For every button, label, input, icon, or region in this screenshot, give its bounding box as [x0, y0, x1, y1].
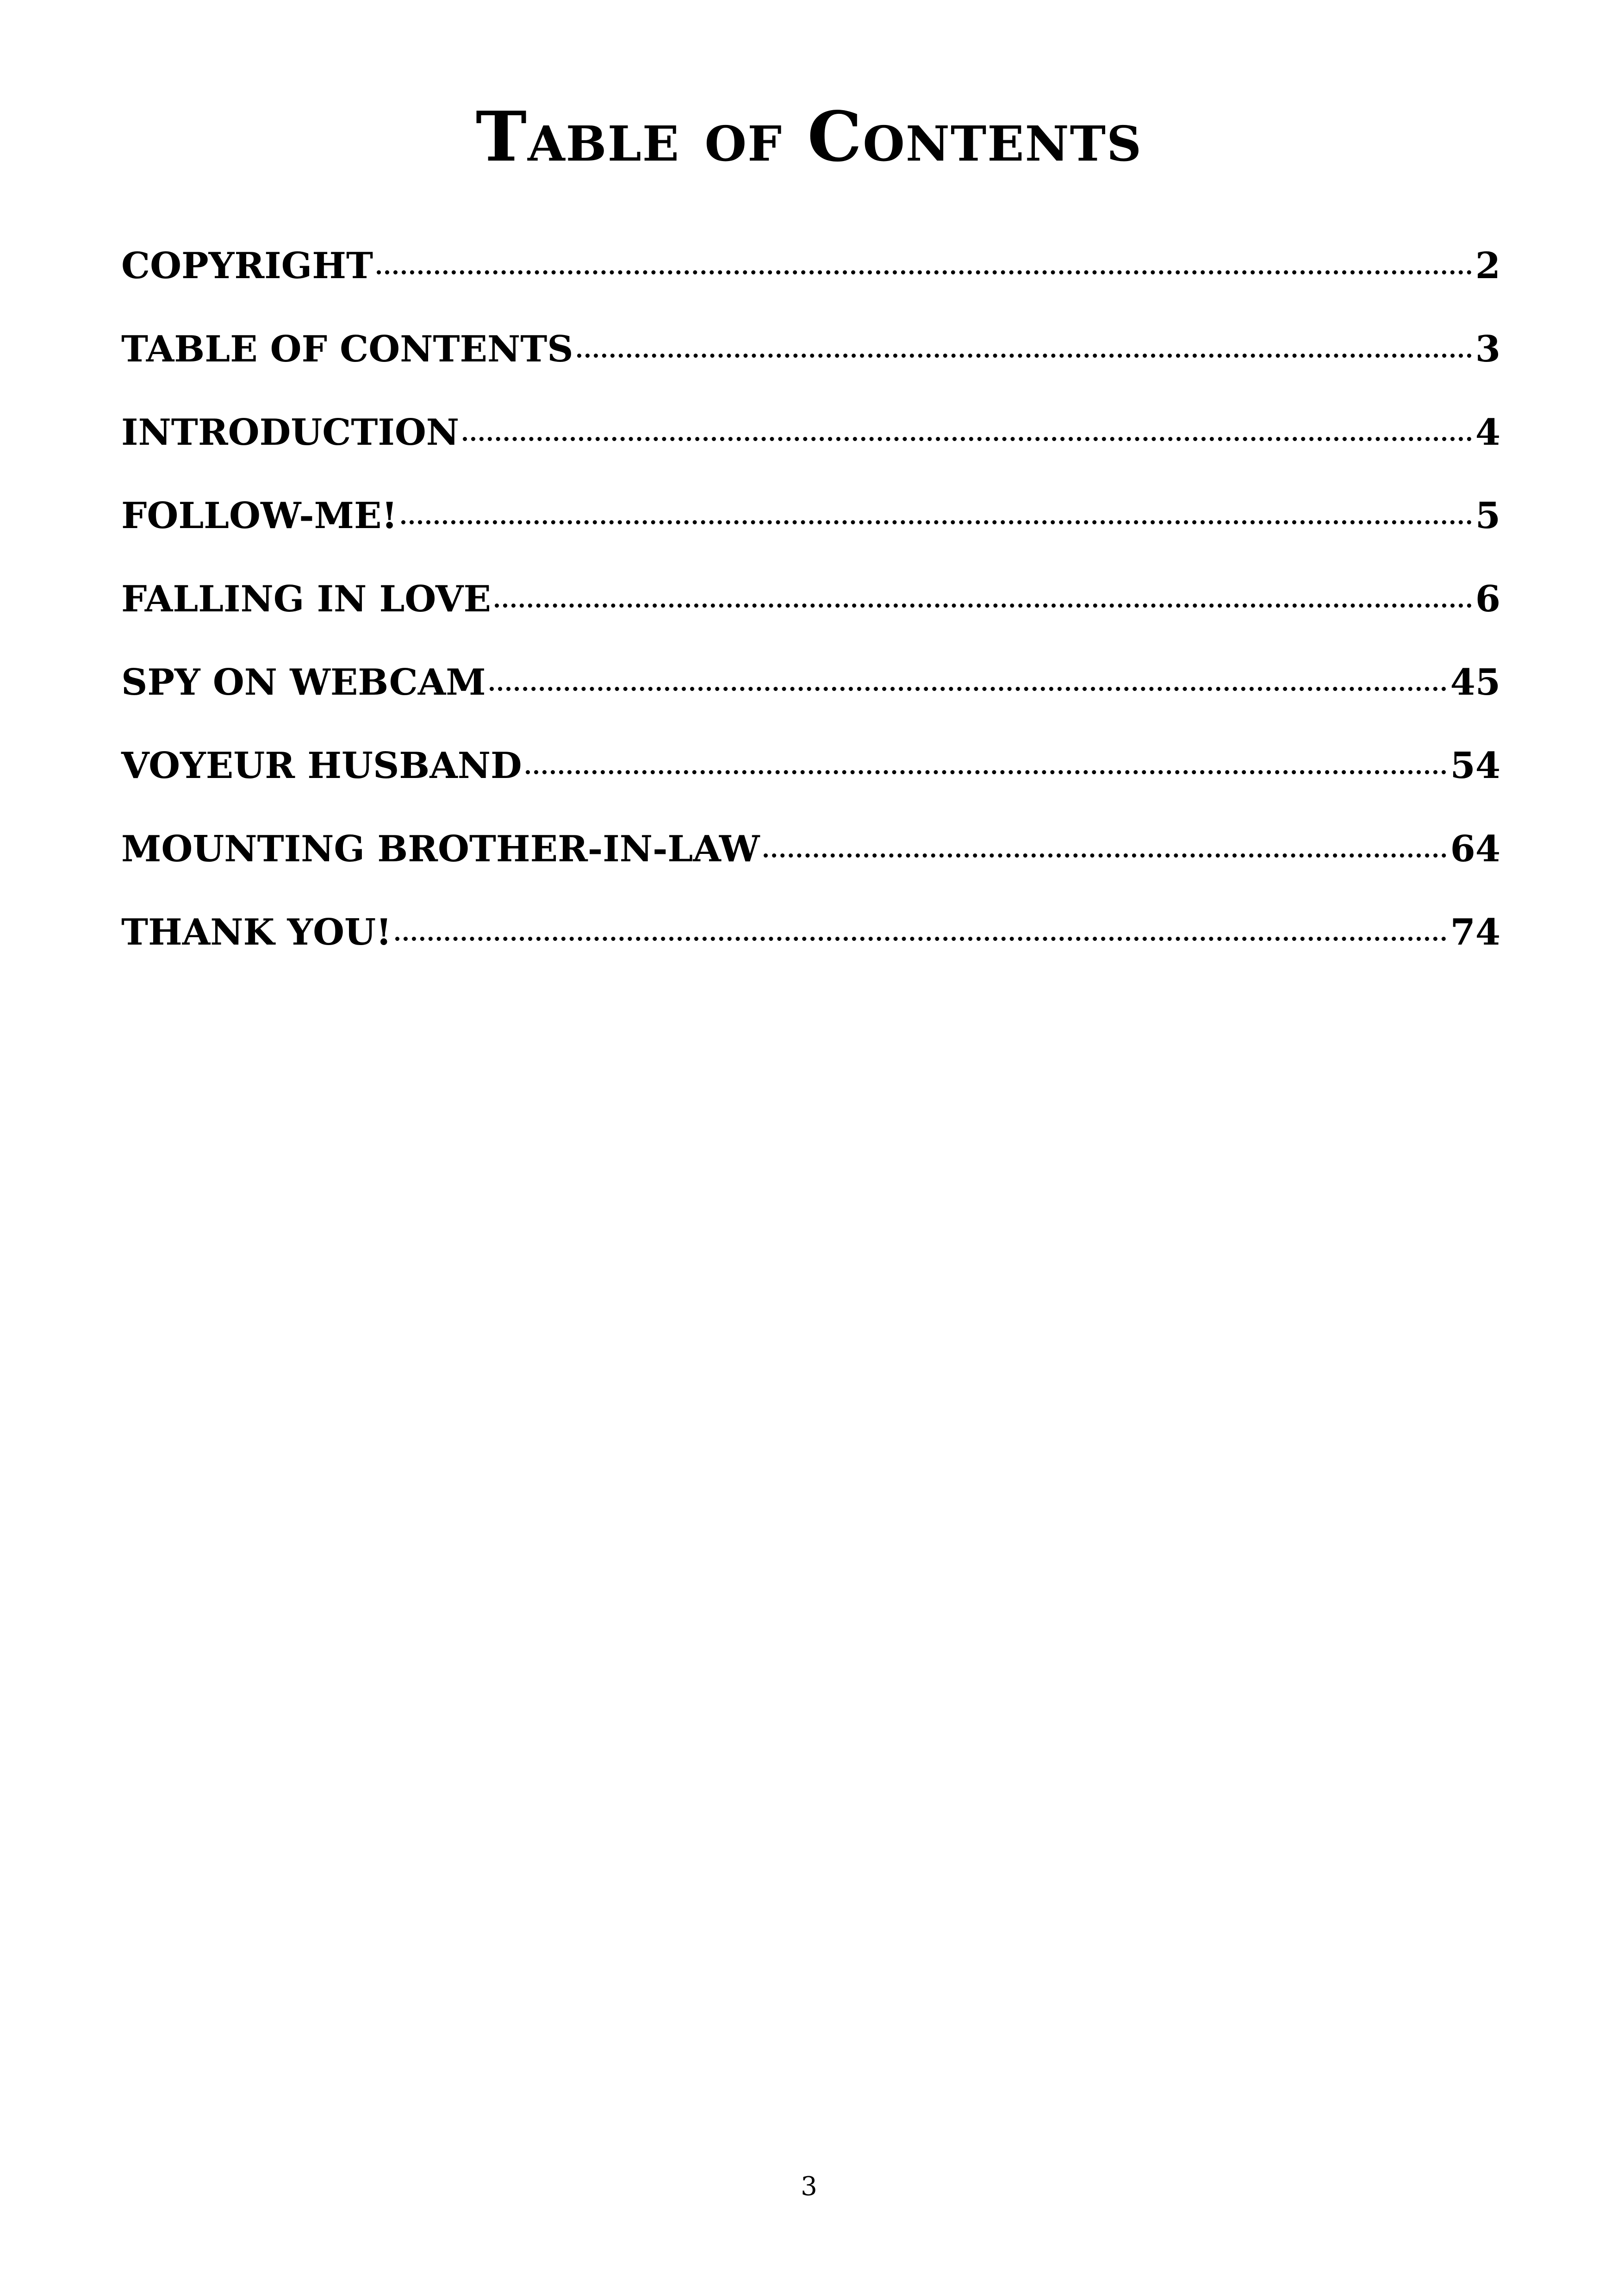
toc-dot-leader	[401, 520, 1472, 524]
toc-entry-page: 64	[1450, 828, 1500, 870]
toc-entry-page: 6	[1475, 578, 1500, 620]
toc-entry-page: 5	[1475, 495, 1500, 537]
toc-entry-introduction[interactable]	[121, 407, 1500, 491]
table-of-contents	[121, 241, 1500, 990]
toc-entry-label: TABLE OF CONTENTS	[121, 328, 573, 370]
toc-dot-leader	[490, 687, 1447, 691]
toc-entry-mounting-brother-in-law[interactable]	[121, 824, 1500, 907]
page-title: Table of Contents	[475, 96, 1143, 177]
toc-entry-page: 54	[1450, 745, 1500, 787]
toc-entry-table-of-contents[interactable]	[121, 324, 1500, 407]
toc-entry-label: COPYRIGHT	[121, 245, 373, 287]
toc-entry-page: 4	[1475, 411, 1500, 454]
toc-entry-page: 45	[1450, 661, 1500, 703]
toc-entry-label: MOUNTING BROTHER-IN-LAW	[121, 828, 760, 870]
toc-dot-leader	[377, 270, 1472, 274]
toc-entry-label: VOYEUR HUSBAND	[121, 745, 522, 787]
toc-entry-copyright[interactable]	[121, 241, 1500, 324]
toc-dot-leader	[395, 937, 1446, 941]
toc-dot-leader	[463, 437, 1472, 441]
toc-dot-leader	[495, 604, 1472, 608]
toc-entry-follow-me[interactable]	[121, 491, 1500, 574]
toc-entry-page: 74	[1450, 911, 1500, 953]
toc-entry-voyeur-husband[interactable]	[121, 740, 1500, 824]
toc-entry-label: FOLLOW-ME!	[121, 495, 398, 537]
page-number: 3	[801, 2172, 817, 2202]
toc-entry-label: FALLING IN LOVE	[121, 578, 491, 620]
toc-entry-label: SPY ON WEBCAM	[121, 661, 486, 703]
toc-dot-leader	[577, 354, 1472, 358]
toc-entry-thank-you[interactable]	[121, 907, 1500, 990]
toc-entry-label: INTRODUCTION	[121, 411, 460, 454]
toc-entry-label: THANK YOU!	[121, 911, 392, 953]
toc-entry-page: 2	[1475, 245, 1500, 287]
toc-entry-falling-in-love[interactable]	[121, 574, 1500, 657]
toc-entry-spy-on-webcam[interactable]	[121, 657, 1500, 740]
toc-dot-leader	[764, 853, 1447, 858]
toc-entry-page: 3	[1475, 328, 1500, 370]
toc-dot-leader	[526, 770, 1447, 774]
